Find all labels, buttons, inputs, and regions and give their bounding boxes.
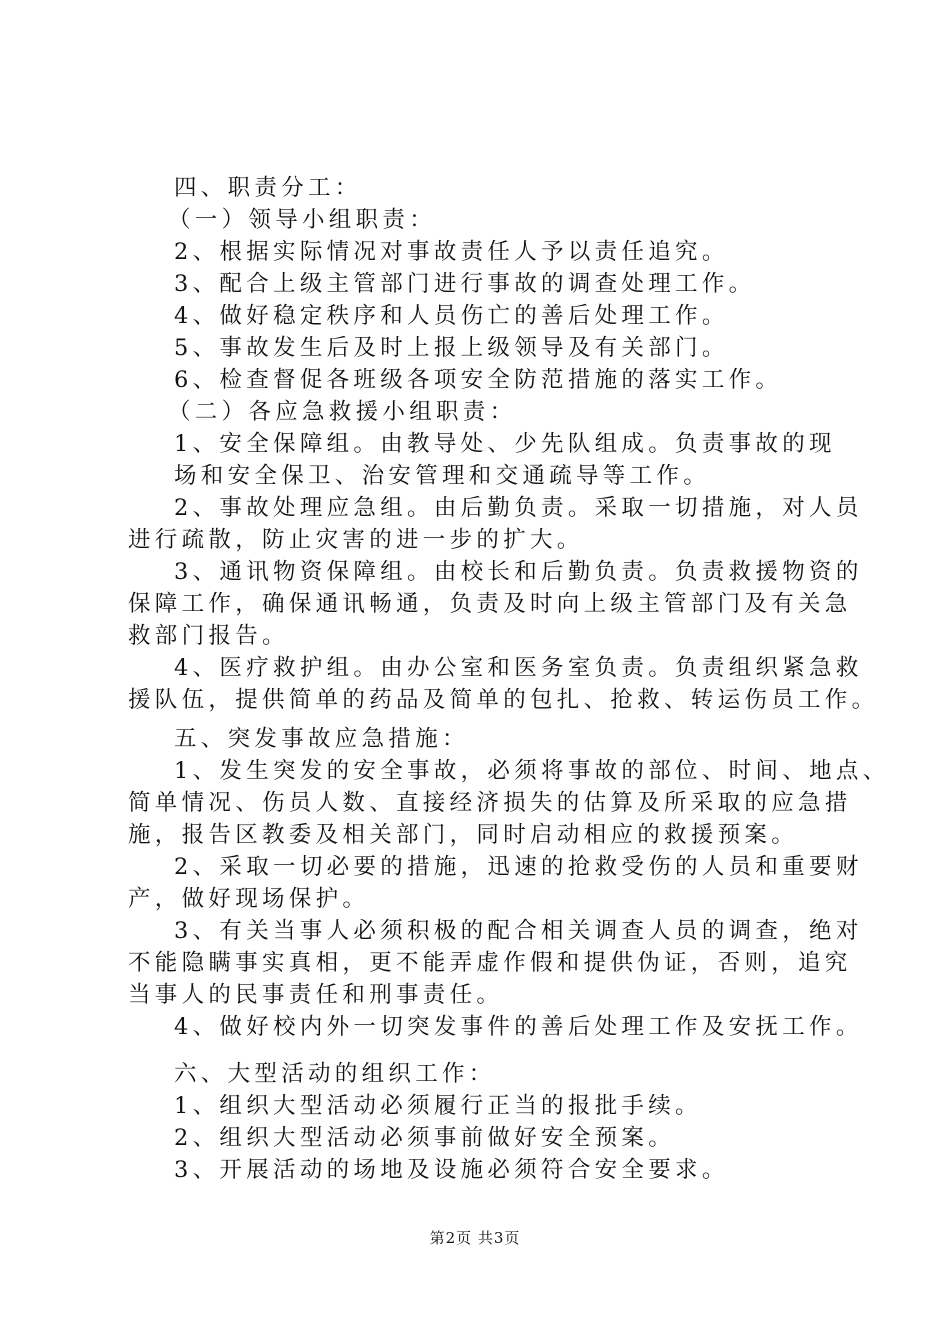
paragraph-line: 2、采取一切必要的措施，迅速的抢救受伤的人员和重要财 — [174, 854, 863, 880]
page-number-footer: 第2页 共3页 — [429, 1229, 521, 1247]
paragraph-line: 4、做好稳定秩序和人员伤亡的善后处理工作。 — [174, 303, 729, 329]
paragraph-line: 2、事故处理应急组。由后勤负责。采取一切措施，对人员 — [174, 495, 863, 521]
paragraph-line: 场和安全保卫、治安管理和交通疏导等工作。 — [174, 463, 711, 489]
subsection-heading: （二）各应急救援小组职责： — [168, 399, 517, 425]
paragraph-line: 3、配合上级主管部门进行事故的调查处理工作。 — [174, 271, 756, 297]
paragraph-line: 进行疏散，防止灾害的进一步的扩大。 — [128, 527, 584, 553]
section-duties — [128, 172, 879, 716]
paragraph-line: 1、安全保障组。由教导处、少先队组成。负责事故的现 — [174, 431, 836, 457]
paragraph-line: 2、组织大型活动必须事前做好安全预案。 — [174, 1125, 676, 1151]
paragraph-line: 3、通讯物资保障组。由校长和后勤负责。负责救援物资的 — [174, 559, 863, 585]
paragraph-line: 4、医疗救护组。由办公室和医务室负责。负责组织紧急救 — [174, 655, 863, 681]
paragraph-line: 3、有关当事人必须积极的配合相关调查人员的调查，绝对 — [174, 918, 863, 944]
paragraph-line: 4、做好校内外一切突发事件的善后处理工作及安抚工作。 — [174, 1014, 863, 1040]
paragraph-line: 救部门报告。 — [128, 623, 289, 649]
paragraph-line: 1、组织大型活动必须履行正当的报批手续。 — [174, 1093, 702, 1119]
paragraph-line: 1、发生突发的安全事故，必须将事故的部位、时间、地点、 — [174, 758, 890, 784]
section-heading: 四、职责分工： — [174, 175, 362, 201]
paragraph-line: 施，报告区教委及相关部门，同时启动相应的救援预案。 — [128, 822, 799, 848]
section-large-activities — [128, 1058, 848, 1186]
section-emergency-measures — [128, 723, 890, 1043]
paragraph-line: 3、开展活动的场地及设施必须符合安全要求。 — [174, 1157, 729, 1183]
paragraph-line: 6、检查督促各班级各项安全防范措施的落实工作。 — [174, 367, 783, 393]
paragraph-line: 援队伍，提供简单的药品及简单的包扎、抢救、转运伤员工作。 — [128, 687, 879, 713]
section-heading: 五、突发事故应急措施： — [174, 726, 469, 752]
subsection-heading: （一）领导小组职责： — [168, 207, 437, 233]
paragraph-line: 产，做好现场保护。 — [128, 886, 370, 912]
paragraph-line: 简单情况、伤员人数、直接经济损失的估算及所采取的应急措 — [128, 790, 852, 816]
paragraph-line: 2、根据实际情况对事故责任人予以责任追究。 — [174, 239, 729, 265]
paragraph-line: 不能隐瞒事实真相，更不能弄虚作假和提供伪证，否则，追究 — [128, 950, 852, 976]
section-heading: 六、大型活动的组织工作： — [174, 1061, 496, 1087]
paragraph-line: 保障工作，确保通讯畅通，负责及时向上级主管部门及有关急 — [128, 591, 852, 617]
paragraph-line: 当事人的民事责任和刑事责任。 — [128, 982, 504, 1008]
paragraph-line: 5、事故发生后及时上报上级领导及有关部门。 — [174, 335, 729, 361]
